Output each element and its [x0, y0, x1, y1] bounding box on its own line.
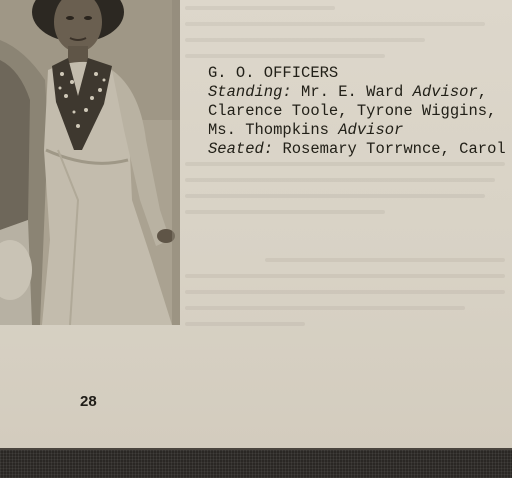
- caption-seated-line: [208, 140, 506, 159]
- caption-standing-line2: Clarence Toole, Tyrone Wiggins,: [208, 102, 497, 120]
- officers-photo-graphic: [0, 0, 180, 325]
- standing-name-thompkins: Ms. Thompkins: [208, 121, 329, 139]
- page-number: 28: [80, 393, 97, 410]
- caption-standing-line3: [208, 121, 506, 140]
- caption-standing-line1: Standing: Mr. E. Ward Advisor,: [208, 83, 488, 101]
- standing-name-ward: Mr. E. Ward: [301, 83, 404, 101]
- caption-title: G. O. OFFICERS: [208, 64, 339, 82]
- seated-names: Rosemary Torrwnce, Carol: [282, 140, 506, 158]
- seated-label: Seated:: [208, 140, 274, 158]
- officers-photo: [0, 0, 180, 325]
- standing-label: Standing:: [208, 83, 292, 101]
- photo-caption: [208, 64, 506, 159]
- advisor-label-2: Advisor: [338, 121, 404, 139]
- book-binding-edge: [0, 448, 512, 478]
- show-through-text: [185, 0, 512, 340]
- advisor-label-1: Advisor: [412, 83, 478, 101]
